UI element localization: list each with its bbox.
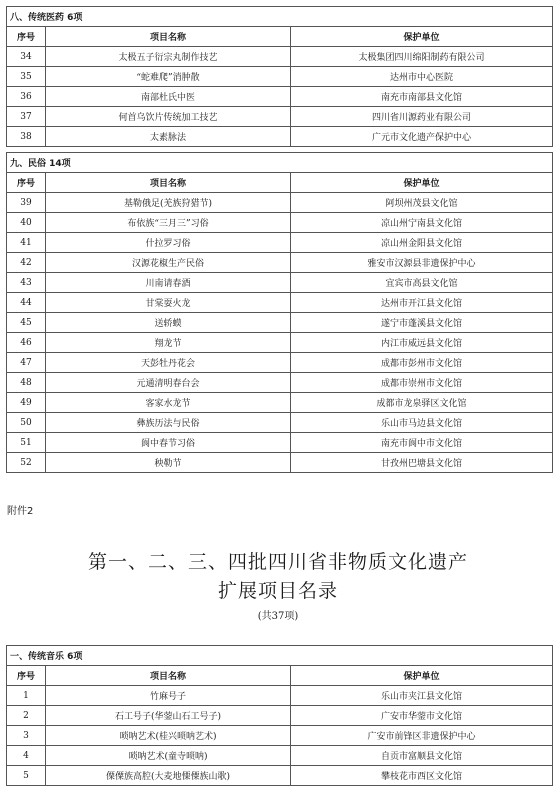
cell-no: 3: [7, 726, 46, 746]
cell-unit: 宜宾市高县文化馆: [291, 273, 553, 293]
header-unit: 保护单位: [291, 173, 553, 193]
cell-unit: 成都市彭州市文化馆: [291, 353, 553, 373]
header-unit: 保护单位: [291, 666, 553, 686]
cell-no: 49: [7, 393, 46, 413]
cell-name: 元通清明春台会: [46, 373, 291, 393]
section-title-row: [7, 7, 553, 27]
table-row: [7, 393, 553, 413]
cell-unit: 凉山州宁南县文化馆: [291, 213, 553, 233]
cell-no: 4: [7, 746, 46, 766]
cell-name: 秧勒节: [46, 453, 291, 473]
cell-name: “蛇难爬”消肿散: [46, 67, 291, 87]
cell-name: 送轿蟆: [46, 313, 291, 333]
cell-unit: 广安市华蓥市文化馆: [291, 706, 553, 726]
table-body: [7, 7, 553, 147]
cell-name: 什拉罗习俗: [46, 233, 291, 253]
header-name: 项目名称: [46, 666, 291, 686]
section-title-row: [7, 646, 553, 666]
table-row: [7, 47, 553, 67]
header-name: 项目名称: [46, 173, 291, 193]
cell-name: 彝族历法与民俗: [46, 413, 291, 433]
cell-unit: 广元市文化遗产保护中心: [291, 127, 553, 147]
header-no: 序号: [7, 666, 46, 686]
table-row: [7, 726, 553, 746]
cell-name: 天彭牡丹花会: [46, 353, 291, 373]
cell-no: 5: [7, 766, 46, 786]
cell-no: 34: [7, 47, 46, 67]
cell-name: 基勒俄足(羌族狩猎节): [46, 193, 291, 213]
section-title: 一、传统音乐 6项: [7, 646, 553, 666]
table-row: [7, 373, 553, 393]
document-title-line1: 第一、二、三、四批四川省非物质文化遗产: [87, 551, 468, 573]
cell-no: 47: [7, 353, 46, 373]
cell-name: 石工号子(华蓥山石工号子): [46, 706, 291, 726]
table-row: [7, 353, 553, 373]
header-no: 序号: [7, 173, 46, 193]
cell-unit: 达州市中心医院: [291, 67, 553, 87]
table-row: [7, 233, 553, 253]
table-body: [7, 153, 553, 473]
heritage-table-music: [6, 645, 553, 786]
cell-no: 51: [7, 433, 46, 453]
table-row: [7, 333, 553, 353]
table-row: [7, 107, 553, 127]
cell-unit: 南充市南部县文化馆: [291, 87, 553, 107]
cell-no: 50: [7, 413, 46, 433]
cell-no: 52: [7, 453, 46, 473]
section-title-row: [7, 153, 553, 173]
cell-unit: 自贡市富顺县文化馆: [291, 746, 553, 766]
cell-unit: 成都市崇州市文化馆: [291, 373, 553, 393]
table-row: [7, 433, 553, 453]
table-row: [7, 746, 553, 766]
cell-no: 41: [7, 233, 46, 253]
header-row: [7, 666, 553, 686]
cell-no: 39: [7, 193, 46, 213]
cell-name: 何首乌饮片传统加工技艺: [46, 107, 291, 127]
cell-no: 40: [7, 213, 46, 233]
cell-name: 汉源花椒生产民俗: [46, 253, 291, 273]
table-row: [7, 453, 553, 473]
cell-unit: 乐山市夹江县文化馆: [291, 686, 553, 706]
cell-no: 42: [7, 253, 46, 273]
cell-unit: 四川省川源药业有限公司: [291, 107, 553, 127]
cell-name: 川南请春酒: [46, 273, 291, 293]
cell-no: 35: [7, 67, 46, 87]
section-title: 九、民俗 14项: [7, 153, 553, 173]
document-title-line2: 扩展项目名录: [217, 580, 338, 602]
heritage-table-medicine: [6, 6, 553, 147]
header-name: 项目名称: [46, 27, 291, 47]
header-row: [7, 27, 553, 47]
table-row: [7, 766, 553, 786]
cell-unit: 乐山市马边县文化馆: [291, 413, 553, 433]
cell-no: 36: [7, 87, 46, 107]
table-row: [7, 273, 553, 293]
cell-name: 阆中春节习俗: [46, 433, 291, 453]
cell-unit: 南充市阆中市文化馆: [291, 433, 553, 453]
attachment-label: 附件2: [7, 506, 34, 517]
cell-no: 37: [7, 107, 46, 127]
cell-unit: 阿坝州茂县文化馆: [291, 193, 553, 213]
table-row: [7, 213, 553, 233]
cell-no: 44: [7, 293, 46, 313]
cell-unit: 凉山州金阳县文化馆: [291, 233, 553, 253]
cell-unit: 广安市前锋区非遗保护中心: [291, 726, 553, 746]
table-row: [7, 193, 553, 213]
cell-no: 43: [7, 273, 46, 293]
cell-name: 布依族“三月三”习俗: [46, 213, 291, 233]
cell-unit: 内江市威远县文化馆: [291, 333, 553, 353]
cell-no: 1: [7, 686, 46, 706]
cell-no: 48: [7, 373, 46, 393]
cell-name: 太素脉法: [46, 127, 291, 147]
cell-unit: 遂宁市蓬溪县文化馆: [291, 313, 553, 333]
cell-unit: 成都市龙泉驿区文化馆: [291, 393, 553, 413]
table-row: [7, 706, 553, 726]
table-body: [7, 646, 553, 786]
table-row: [7, 253, 553, 273]
cell-no: 2: [7, 706, 46, 726]
cell-unit: 雅安市汉源县非遗保护中心: [291, 253, 553, 273]
cell-no: 38: [7, 127, 46, 147]
table-row: [7, 293, 553, 313]
cell-name: 翔龙节: [46, 333, 291, 353]
cell-name: 傈僳族高腔(大麦地傈僳族山歌): [46, 766, 291, 786]
table-row: [7, 87, 553, 107]
table-row: [7, 313, 553, 333]
table-row: [7, 686, 553, 706]
cell-unit: 甘孜州巴塘县文化馆: [291, 453, 553, 473]
item-count: (共37项): [257, 611, 299, 622]
cell-unit: 达州市开江县文化馆: [291, 293, 553, 313]
table-row: [7, 67, 553, 87]
cell-name: 唢呐艺术(童寺唢呐): [46, 746, 291, 766]
header-no: 序号: [7, 27, 46, 47]
cell-name: 太极五子衍宗丸制作技艺: [46, 47, 291, 67]
header-row: [7, 173, 553, 193]
cell-unit: 攀枝花市西区文化馆: [291, 766, 553, 786]
header-unit: 保护单位: [291, 27, 553, 47]
cell-name: 南部杜氏中医: [46, 87, 291, 107]
cell-no: 46: [7, 333, 46, 353]
heritage-table-folk-custom: [6, 152, 553, 473]
section-title: 八、传统医药 6项: [7, 7, 553, 27]
cell-name: 唢呐艺术(桂兴唢呐艺术): [46, 726, 291, 746]
cell-unit: 太极集团四川绵阳制药有限公司: [291, 47, 553, 67]
cell-name: 甘棠耍火龙: [46, 293, 291, 313]
cell-name: 客家水龙节: [46, 393, 291, 413]
cell-name: 竹麻号子: [46, 686, 291, 706]
cell-no: 45: [7, 313, 46, 333]
table-row: [7, 127, 553, 147]
table-row: [7, 413, 553, 433]
